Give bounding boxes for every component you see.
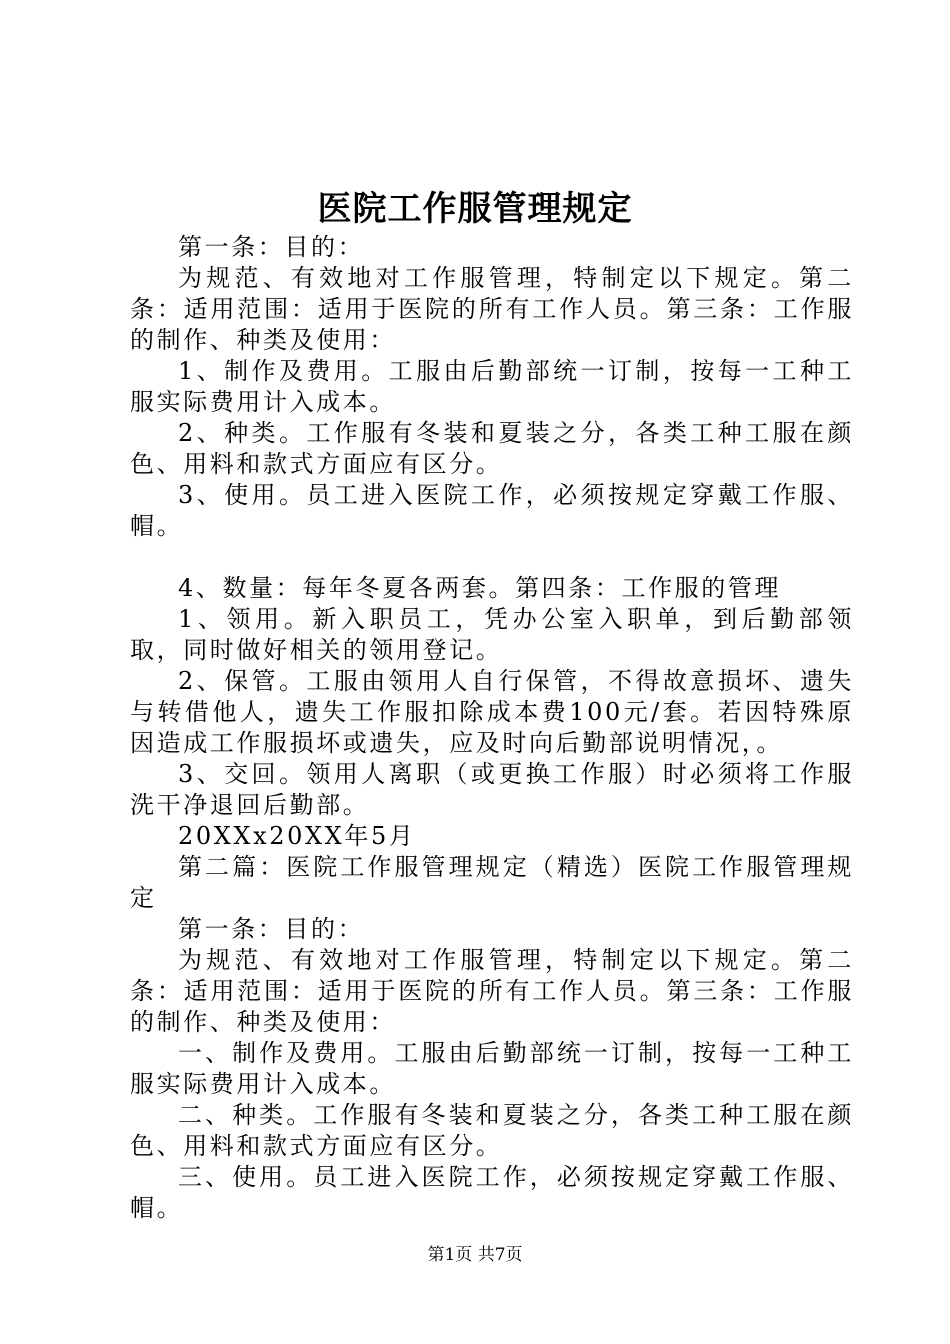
paragraph: 3、交回。领用人离职（或更换工作服）时必须将工作服洗干净退回后勤部。 [130, 760, 854, 819]
paragraph: 为规范、有效地对工作服管理，特制定以下规定。第二条：适用范围：适用于医院的所有工作人员。第三条：工作服的制作、种类及使用： [130, 264, 854, 354]
paragraph: 为规范、有效地对工作服管理，特制定以下规定。第二条：适用范围：适用于医院的所有工作人员。第三条：工作服的制作、种类及使用： [130, 946, 854, 1036]
paragraph: 第一条：目的： [178, 915, 365, 943]
date-line: 20XXx20XX年5月 [178, 822, 416, 850]
paragraph: 2、保管。工服由领用人自行保管，不得故意损坏、遗失与转借他人，遗失工作服扣除成本费100元/套。若因特殊原因造成工作服损坏或遗失，应及时向后勤部说明情况，。 [130, 667, 854, 757]
paragraph: 三、使用。员工进入医院工作，必须按规定穿戴工作服、帽。 [130, 1163, 854, 1222]
paragraph: 2、种类。工作服有冬装和夏装之分，各类工种工服在颜色、用料和款式方面应有区分。 [130, 419, 854, 478]
paragraph: 二、种类。工作服有冬装和夏装之分，各类工种工服在颜色、用料和款式方面应有区分。 [130, 1101, 854, 1160]
document-body [130, 232, 854, 1224]
paragraph-spacer [130, 542, 854, 573]
document-title: 医院工作服管理规定 [317, 189, 633, 229]
paragraph: 3、使用。员工进入医院工作，必须按规定穿戴工作服、帽。 [130, 481, 854, 540]
paragraph: 一、制作及费用。工服由后勤部统一订制，按每一工种工服实际费用计入成本。 [130, 1039, 854, 1098]
page-number: 第1页 共7页 [427, 1245, 523, 1265]
section-heading: 第二篇：医院工作服管理规定（精选）医院工作服管理规定 [130, 853, 854, 912]
paragraph: 1、领用。新入职员工，凭办公室入职单，到后勤部领取，同时做好相关的领用登记。 [130, 605, 854, 664]
paragraph: 4、数量：每年冬夏各两套。第四条：工作服的管理 [178, 574, 782, 602]
paragraph: 1、制作及费用。工服由后勤部统一订制，按每一工种工服实际费用计入成本。 [130, 357, 854, 416]
paragraph: 第一条：目的： [178, 233, 365, 261]
